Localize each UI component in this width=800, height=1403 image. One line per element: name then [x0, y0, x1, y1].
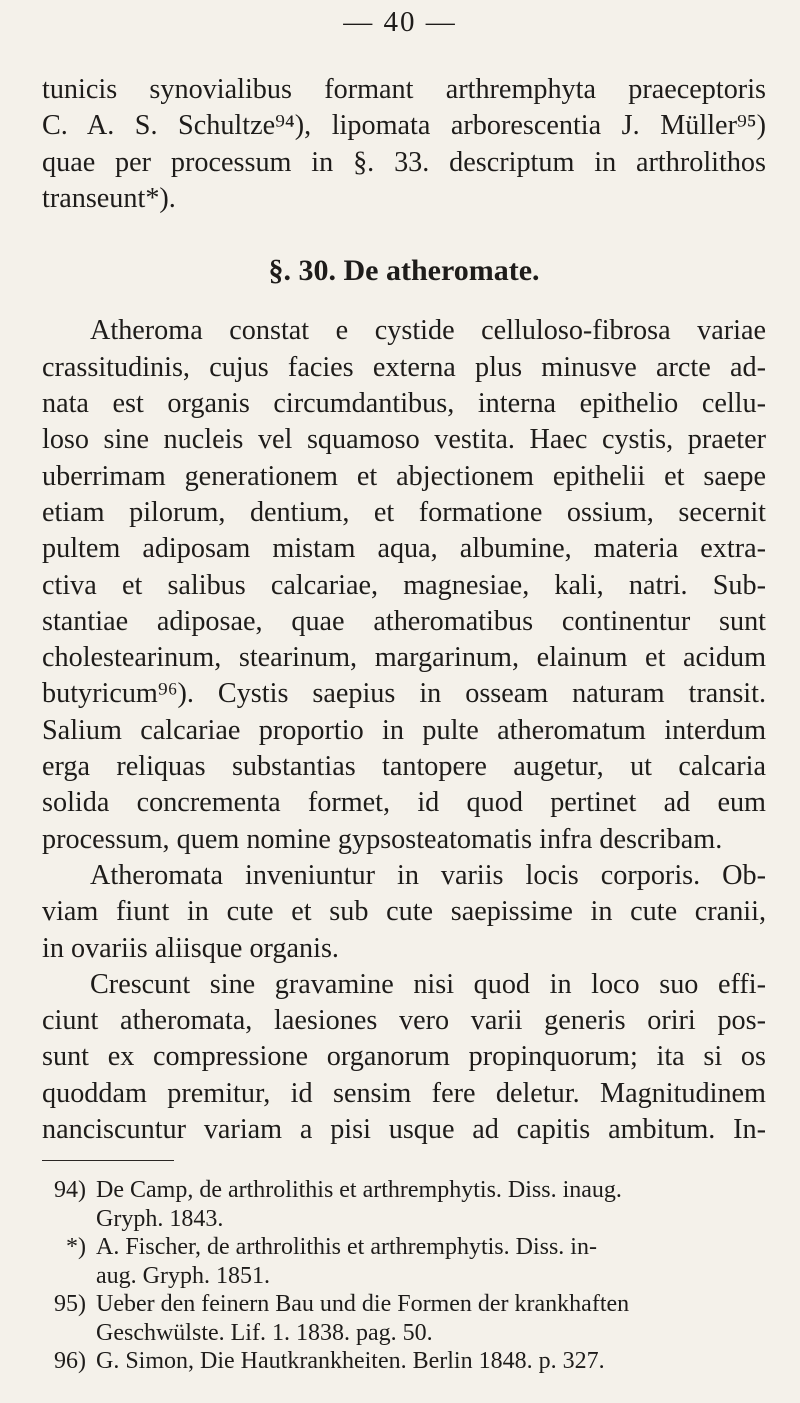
footnote — [42, 1176, 766, 1233]
page-number: — 40 — — [343, 6, 457, 38]
footnote — [42, 1347, 766, 1376]
section-heading: §. 30. De atheromate. — [268, 254, 540, 288]
footnote-divider — [42, 1160, 174, 1161]
text-line: Atheromata inveniuntur in variis locis corporis. Ob- — [90, 859, 766, 891]
footnote-mark: 96) — [54, 1348, 86, 1374]
text-line: Atheroma constat e cystide celluloso-fibrosa variae — [90, 315, 766, 347]
text-line: quae per processum in §. 33. descriptum in arthrolithos — [42, 146, 766, 178]
footnote-line: Ueber den feinern Bau und die Formen der krankhaften — [96, 1291, 630, 1317]
text-line: stantiae adiposae, quae atheromatibus continentur sunt — [42, 605, 766, 637]
text-line: uberrimam generationem et abjectionem epithelii et saepe — [42, 460, 766, 492]
text-line: crassitudinis, cujus facies externa plus minusve arcte ad- — [42, 351, 766, 383]
text-line: in ovariis aliisque organis. — [42, 932, 339, 964]
footnotes — [42, 1176, 766, 1376]
text-line: solida concrementa formet, id quod pertinet ad eum — [42, 787, 766, 819]
text-line: viam fiunt in cute et sub cute saepissime in cute cranii, — [42, 896, 766, 928]
text-line: butyricum⁹⁶). Cystis saepius in osseam naturam transit. — [42, 678, 766, 710]
paragraph-description — [42, 313, 766, 857]
paragraph-growth — [42, 967, 766, 1148]
footnote-line: aug. Gryph. 1851. — [96, 1262, 270, 1289]
text-line: cholestearinum, stearinum, margarinum, elainum et acidum — [42, 642, 766, 674]
text-line: etiam pilorum, dentium, et formatione ossium, secernit — [42, 496, 766, 528]
footnote — [42, 1290, 766, 1347]
text-line: quoddam premitur, id sensim fere deletur. Magnitudinem — [42, 1077, 766, 1109]
text-line: Salium calcariae proportio in pulte atheromatum interdum — [42, 714, 766, 746]
text-line: nata est organis circumdantibus, interna epithelio cellu- — [42, 388, 766, 420]
text-line: ctiva et salibus calcariae, magnesiae, kali, natri. Sub- — [42, 569, 766, 601]
main-text — [42, 72, 766, 1148]
text-line: Crescunt sine gravamine nisi quod in loco suo effi- — [90, 968, 766, 1000]
text-line: nanciscuntur variam a pisi usque ad capitis ambitum. In- — [42, 1114, 766, 1146]
text-line: sunt ex compressione organorum propinquorum; ita si os — [42, 1041, 766, 1073]
footnote-mark: *) — [66, 1234, 86, 1260]
text-line: erga reliquas substantias tantopere augetur, ut calcaria — [42, 751, 766, 783]
footnote-line: A. Fischer, de arthrolithis et arthremphytis. Diss. in- — [96, 1234, 597, 1260]
text-line: ciunt atheromata, laesiones vero varii generis oriri pos- — [42, 1005, 766, 1037]
footnote-mark: 95) — [54, 1291, 86, 1317]
footnote-line: G. Simon, Die Hautkrankheiten. Berlin 1848. p. 327. — [96, 1348, 605, 1374]
footnote — [42, 1233, 766, 1290]
footnote-line: Geschwülste. Lif. 1. 1838. pag. 50. — [96, 1319, 433, 1346]
paragraph-locations — [42, 858, 766, 967]
footnote-mark: 94) — [54, 1177, 86, 1203]
text-line: loso sine nucleis vel squamoso vestita. Haec cystis, praeter — [42, 424, 766, 456]
footnote-line: De Camp, de arthrolithis et arthremphytis. Diss. inaug. — [96, 1177, 622, 1203]
footnote-line: Gryph. 1843. — [96, 1205, 224, 1232]
text-line: tunicis synovialibus formant arthremphyta praeceptoris — [42, 74, 766, 105]
paragraph-continuation — [42, 72, 766, 217]
text-line: pultem adiposam mistam aqua, albumine, materia extra- — [42, 533, 766, 565]
text-line: transeunt*). — [42, 182, 176, 214]
text-line: C. A. S. Schultze⁹⁴), lipomata arborescentia J. Müller⁹⁵) — [42, 110, 766, 142]
text-line: processum, quem nomine gypsosteatomatis infra describam. — [42, 823, 723, 855]
